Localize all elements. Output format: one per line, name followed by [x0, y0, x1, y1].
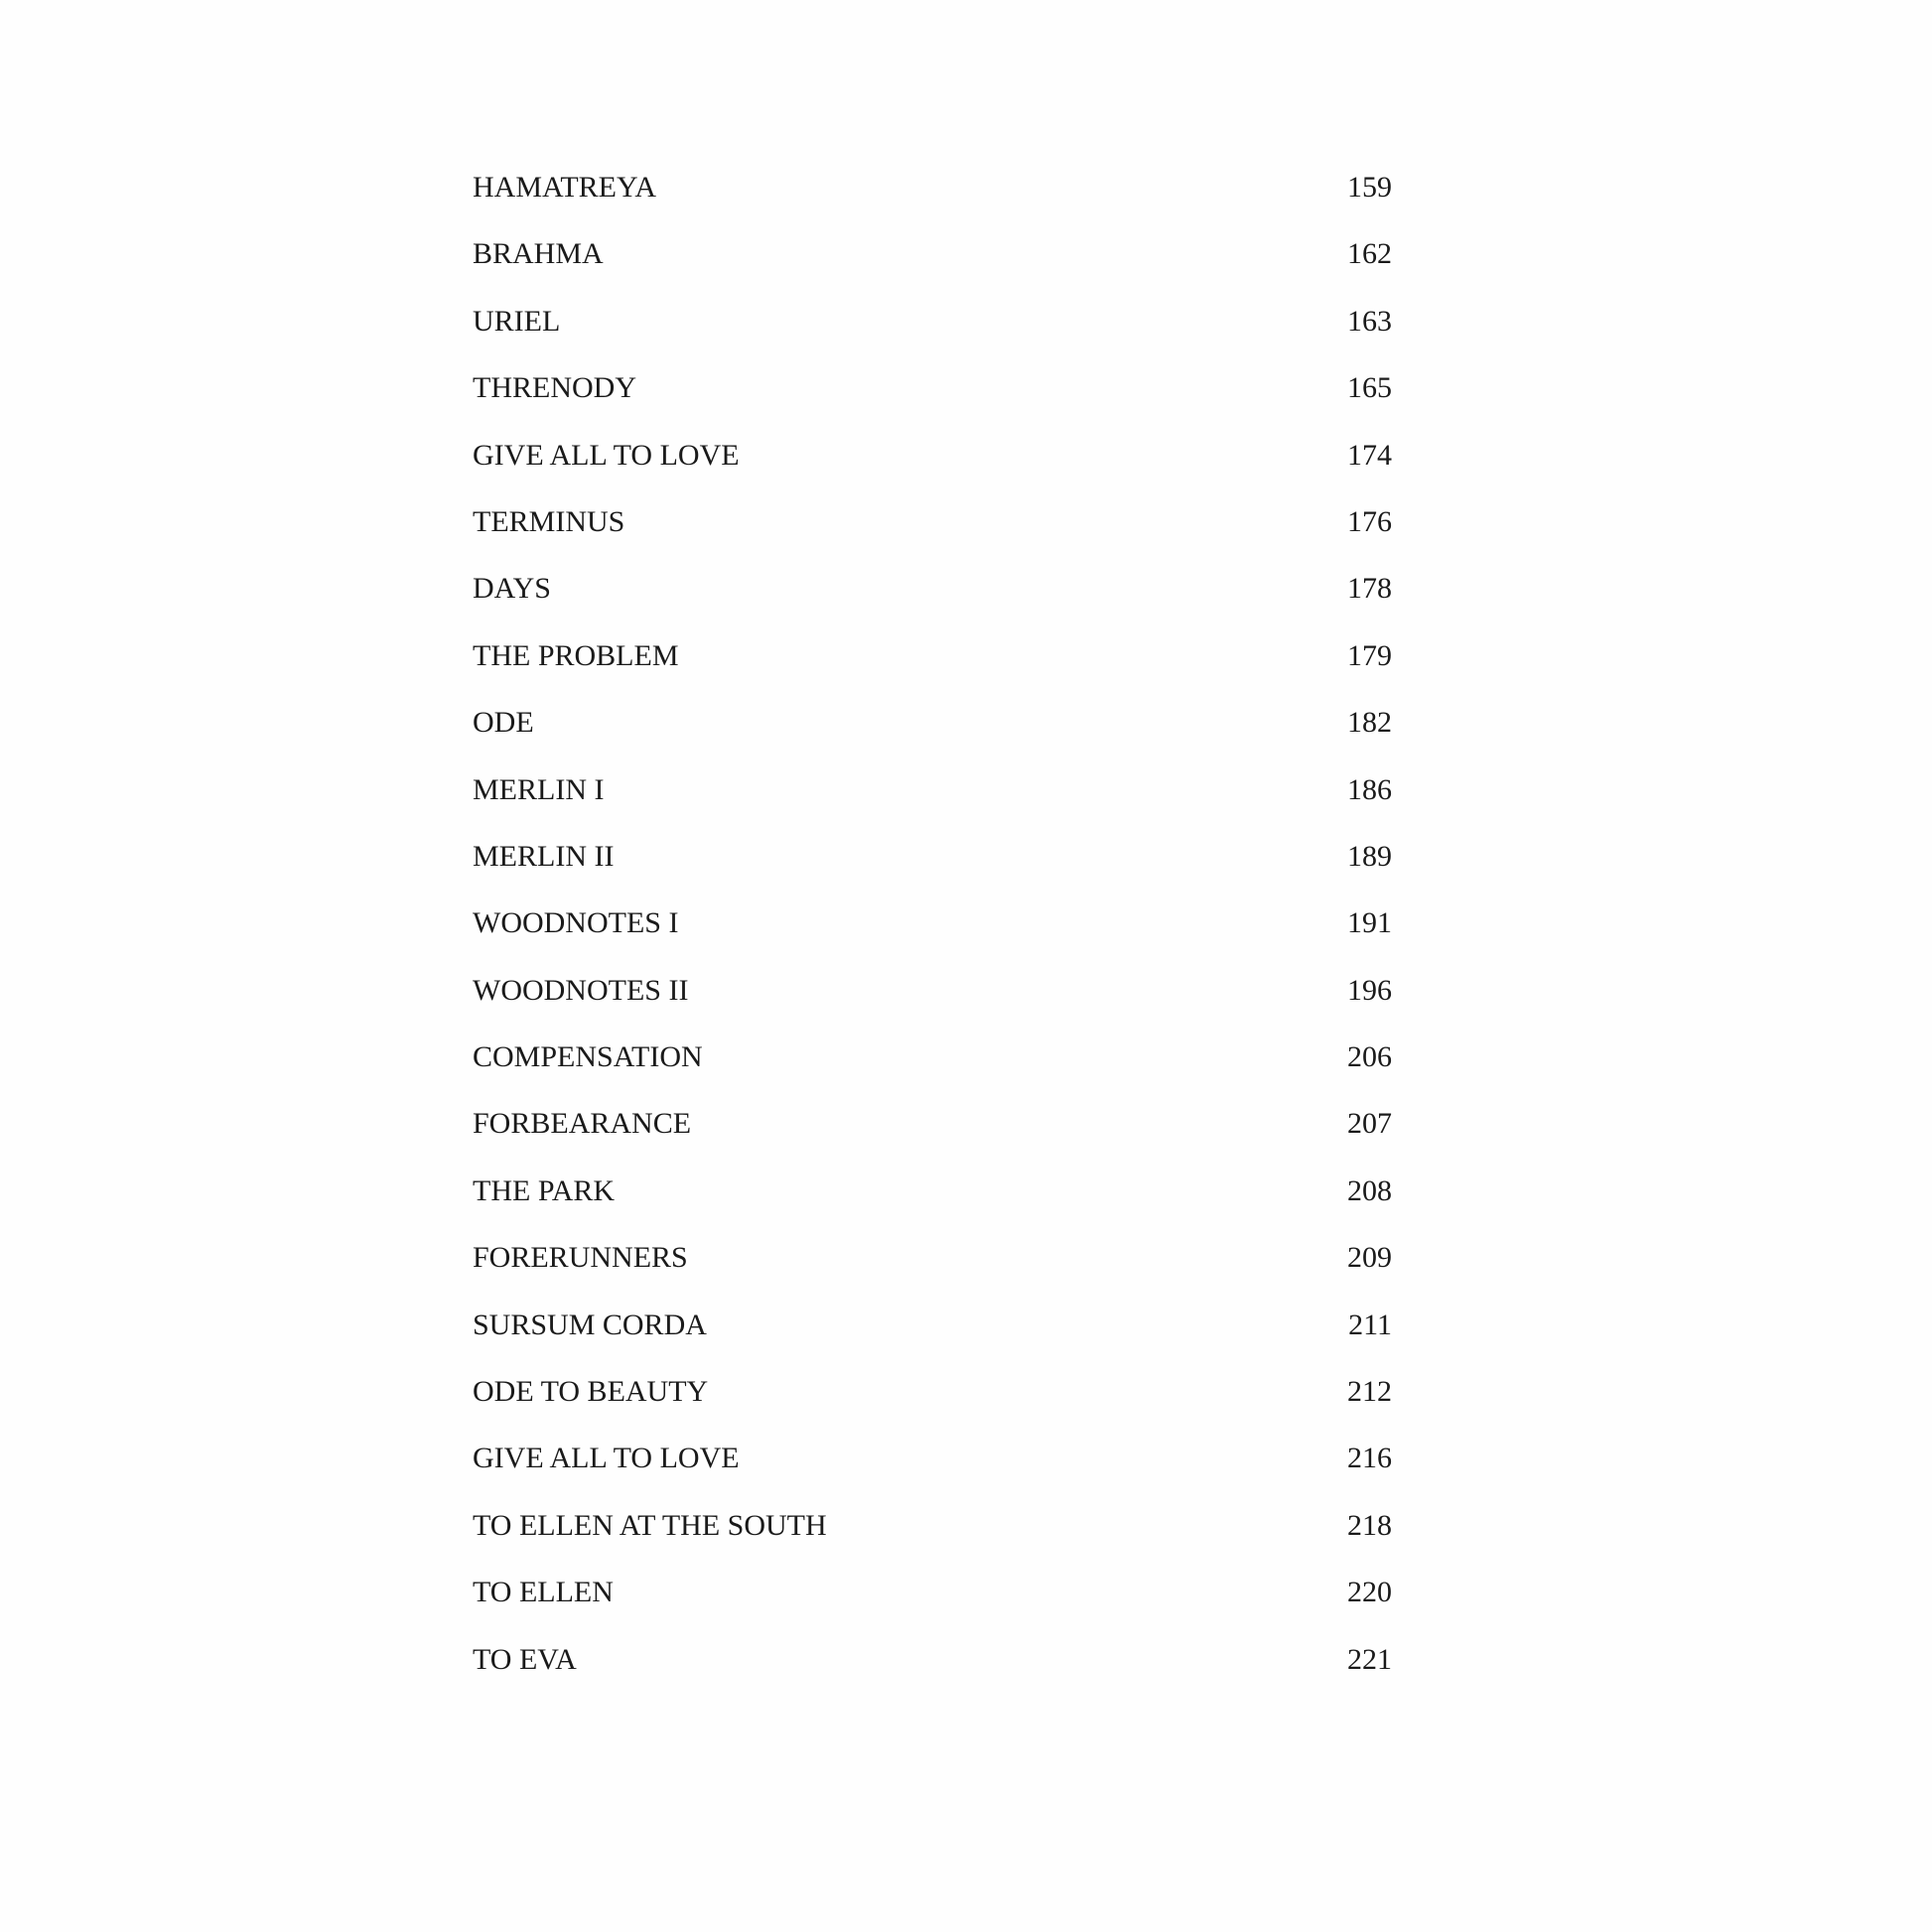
toc-entry	[473, 1163, 1392, 1229]
toc-entry-title: URIEL	[473, 304, 561, 338]
toc-entry-page-number: 191	[1347, 906, 1392, 940]
table-of-contents	[473, 159, 1392, 1698]
toc-entry	[473, 1497, 1392, 1564]
toc-entry-title: GIVE ALL TO LOVE	[473, 438, 740, 472]
toc-entry-page-number: 182	[1347, 706, 1392, 740]
toc-entry-page-number: 165	[1347, 371, 1392, 405]
toc-entry-page-number: 206	[1347, 1040, 1392, 1074]
toc-entry-title: DAYS	[473, 572, 551, 606]
toc-entry	[473, 1564, 1392, 1630]
toc-entry-title: MERLIN II	[473, 839, 615, 873]
toc-entry	[473, 962, 1392, 1029]
toc-entry-page-number: 216	[1347, 1442, 1392, 1475]
toc-entry-page-number: 159	[1347, 171, 1392, 204]
toc-entry-title: FORERUNNERS	[473, 1241, 688, 1275]
toc-entry-title: COMPENSATION	[473, 1040, 703, 1074]
toc-entry	[473, 293, 1392, 359]
toc-entry-page-number: 174	[1347, 438, 1392, 472]
toc-entry-title: TO ELLEN	[473, 1576, 614, 1609]
toc-entry-page-number: 178	[1347, 572, 1392, 606]
toc-entry-page-number: 189	[1347, 839, 1392, 873]
toc-entry-title: SURSUM CORDA	[473, 1308, 707, 1341]
toc-entry-title: TO ELLEN AT THE SOUTH	[473, 1508, 827, 1542]
toc-entry-title: MERLIN I	[473, 772, 605, 806]
toc-entry-title: WOODNOTES I	[473, 906, 679, 940]
toc-entry	[473, 895, 1392, 961]
toc-entry	[473, 1430, 1392, 1496]
toc-entry-page-number: 221	[1347, 1642, 1392, 1676]
toc-entry-page-number: 196	[1347, 973, 1392, 1007]
toc-entry-title: BRAHMA	[473, 237, 604, 271]
toc-entry	[473, 560, 1392, 626]
toc-entry	[473, 493, 1392, 560]
toc-entry-page-number: 211	[1348, 1308, 1392, 1341]
toc-entry	[473, 761, 1392, 828]
toc-entry	[473, 427, 1392, 493]
toc-entry-page-number: 162	[1347, 237, 1392, 271]
toc-entry	[473, 225, 1392, 292]
toc-entry	[473, 359, 1392, 426]
toc-entry-title: THE PROBLEM	[473, 638, 679, 672]
toc-entry	[473, 627, 1392, 694]
toc-entry	[473, 159, 1392, 225]
toc-entry-page-number: 212	[1347, 1375, 1392, 1409]
toc-entry	[473, 1095, 1392, 1162]
toc-entry-title: THRENODY	[473, 371, 636, 405]
toc-entry	[473, 828, 1392, 895]
toc-entry	[473, 1363, 1392, 1430]
toc-entry-page-number: 179	[1347, 638, 1392, 672]
toc-entry-page-number: 163	[1347, 304, 1392, 338]
toc-entry	[473, 694, 1392, 760]
toc-entry-title: HAMATREYA	[473, 171, 657, 204]
toc-entry-page-number: 218	[1347, 1508, 1392, 1542]
toc-entry-page-number: 220	[1347, 1576, 1392, 1609]
toc-entry-page-number: 176	[1347, 504, 1392, 538]
toc-entry-title: ODE TO BEAUTY	[473, 1375, 709, 1409]
toc-entry	[473, 1297, 1392, 1363]
toc-entry-title: WOODNOTES II	[473, 973, 689, 1007]
toc-entry-title: ODE	[473, 706, 534, 740]
toc-entry-title: TO EVA	[473, 1642, 577, 1676]
toc-entry-title: FORBEARANCE	[473, 1107, 692, 1141]
toc-entry-page-number: 207	[1347, 1107, 1392, 1141]
toc-entry-title: THE PARK	[473, 1173, 616, 1207]
toc-entry-page-number: 209	[1347, 1241, 1392, 1275]
toc-entry	[473, 1029, 1392, 1095]
toc-entry	[473, 1631, 1392, 1698]
toc-entry	[473, 1229, 1392, 1296]
toc-entry-title: TERMINUS	[473, 504, 625, 538]
toc-entry-page-number: 186	[1347, 772, 1392, 806]
toc-entry-page-number: 208	[1347, 1173, 1392, 1207]
toc-entry-title: GIVE ALL TO LOVE	[473, 1442, 740, 1475]
